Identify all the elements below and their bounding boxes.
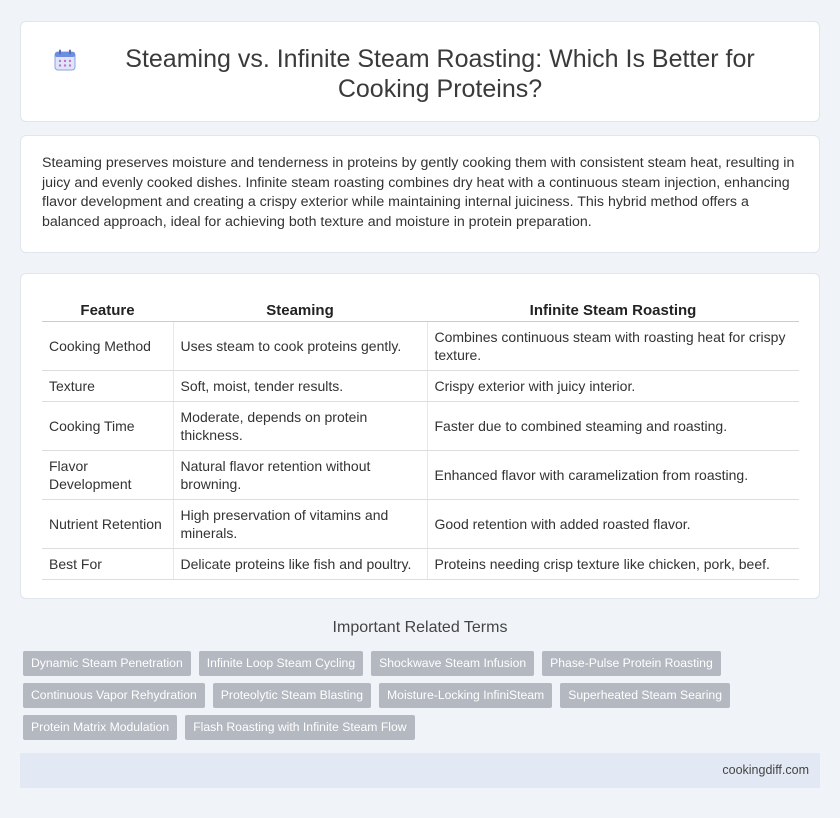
table-cell-steaming: High preservation of vitamins and minerals. (173, 499, 427, 548)
table-cell-feature: Cooking Method (42, 321, 173, 370)
comparison-table-card (20, 273, 820, 599)
related-term-tag[interactable]: Infinite Loop Steam Cycling (199, 651, 363, 676)
table-cell-steaming: Uses steam to cook proteins gently. (173, 321, 427, 370)
table-cell-feature: Flavor Development (42, 450, 173, 499)
table-header-row (42, 294, 799, 321)
table-cell-infinite-steam-roasting: Combines continuous steam with roasting heat for crispy texture. (427, 321, 799, 370)
title-card (20, 21, 820, 122)
related-term-tag[interactable]: Continuous Vapor Rehydration (23, 683, 205, 708)
related-term-tag[interactable]: Shockwave Steam Infusion (371, 651, 534, 676)
table-cell-steaming: Natural flavor retention without browning. (173, 450, 427, 499)
table-cell-feature: Cooking Time (42, 401, 173, 450)
table-row (42, 321, 799, 370)
footer (20, 753, 820, 788)
comparison-table (42, 294, 799, 580)
related-terms-heading: Important Related Terms (332, 619, 508, 636)
related-terms-list (23, 651, 813, 747)
table-cell-steaming: Soft, moist, tender results. (173, 370, 427, 401)
column-header-infinite-steam-roasting: Infinite Steam Roasting (427, 294, 799, 321)
table-row (42, 548, 799, 579)
table-row (42, 450, 799, 499)
related-term-tag[interactable]: Phase-Pulse Protein Roasting (542, 651, 721, 676)
table-row (42, 499, 799, 548)
footer-site-link[interactable]: cookingdiff.com (722, 763, 809, 777)
table-cell-feature: Best For (42, 548, 173, 579)
column-header-steaming: Steaming (173, 294, 427, 321)
related-term-tag[interactable]: Protein Matrix Modulation (23, 715, 177, 740)
calendar-icon (54, 49, 76, 71)
table-cell-infinite-steam-roasting: Good retention with added roasted flavor. (427, 499, 799, 548)
table-cell-steaming: Delicate proteins like fish and poultry. (173, 548, 427, 579)
table-row (42, 370, 799, 401)
intro-card (20, 135, 820, 253)
related-term-tag[interactable]: Proteolytic Steam Blasting (213, 683, 371, 708)
table-row (42, 401, 799, 450)
related-term-tag[interactable]: Superheated Steam Searing (560, 683, 730, 708)
table-cell-infinite-steam-roasting: Enhanced flavor with caramelization from roasting. (427, 450, 799, 499)
related-term-tag[interactable]: Moisture-Locking InfiniSteam (379, 683, 552, 708)
table-cell-infinite-steam-roasting: Faster due to combined steaming and roasting. (427, 401, 799, 450)
intro-paragraph: Steaming preserves moisture and tenderness in proteins by gently cooking them with consistent steam heat, resulting in juicy and evenly cooked dishes. Infinite steam roasting combines dry heat with a continuous steam injection, enhancing flavor development and creating a crispy exterior while maintaining internal juiciness. This hybrid method offers a balanced approach, ideal for achieving both texture and moisture in protein preparation. (42, 155, 795, 230)
table-cell-steaming: Moderate, depends on protein thickness. (173, 401, 427, 450)
table-cell-feature: Texture (42, 370, 173, 401)
related-term-tag[interactable]: Dynamic Steam Penetration (23, 651, 191, 676)
column-header-feature: Feature (42, 294, 173, 321)
table-cell-infinite-steam-roasting: Crispy exterior with juicy interior. (427, 370, 799, 401)
related-term-tag[interactable]: Flash Roasting with Infinite Steam Flow (185, 715, 414, 740)
table-cell-infinite-steam-roasting: Proteins needing crisp texture like chicken, pork, beef. (427, 548, 799, 579)
page-title: Steaming vs. Infinite Steam Roasting: Which Is Better for Cooking Proteins? (125, 45, 755, 103)
table-cell-feature: Nutrient Retention (42, 499, 173, 548)
